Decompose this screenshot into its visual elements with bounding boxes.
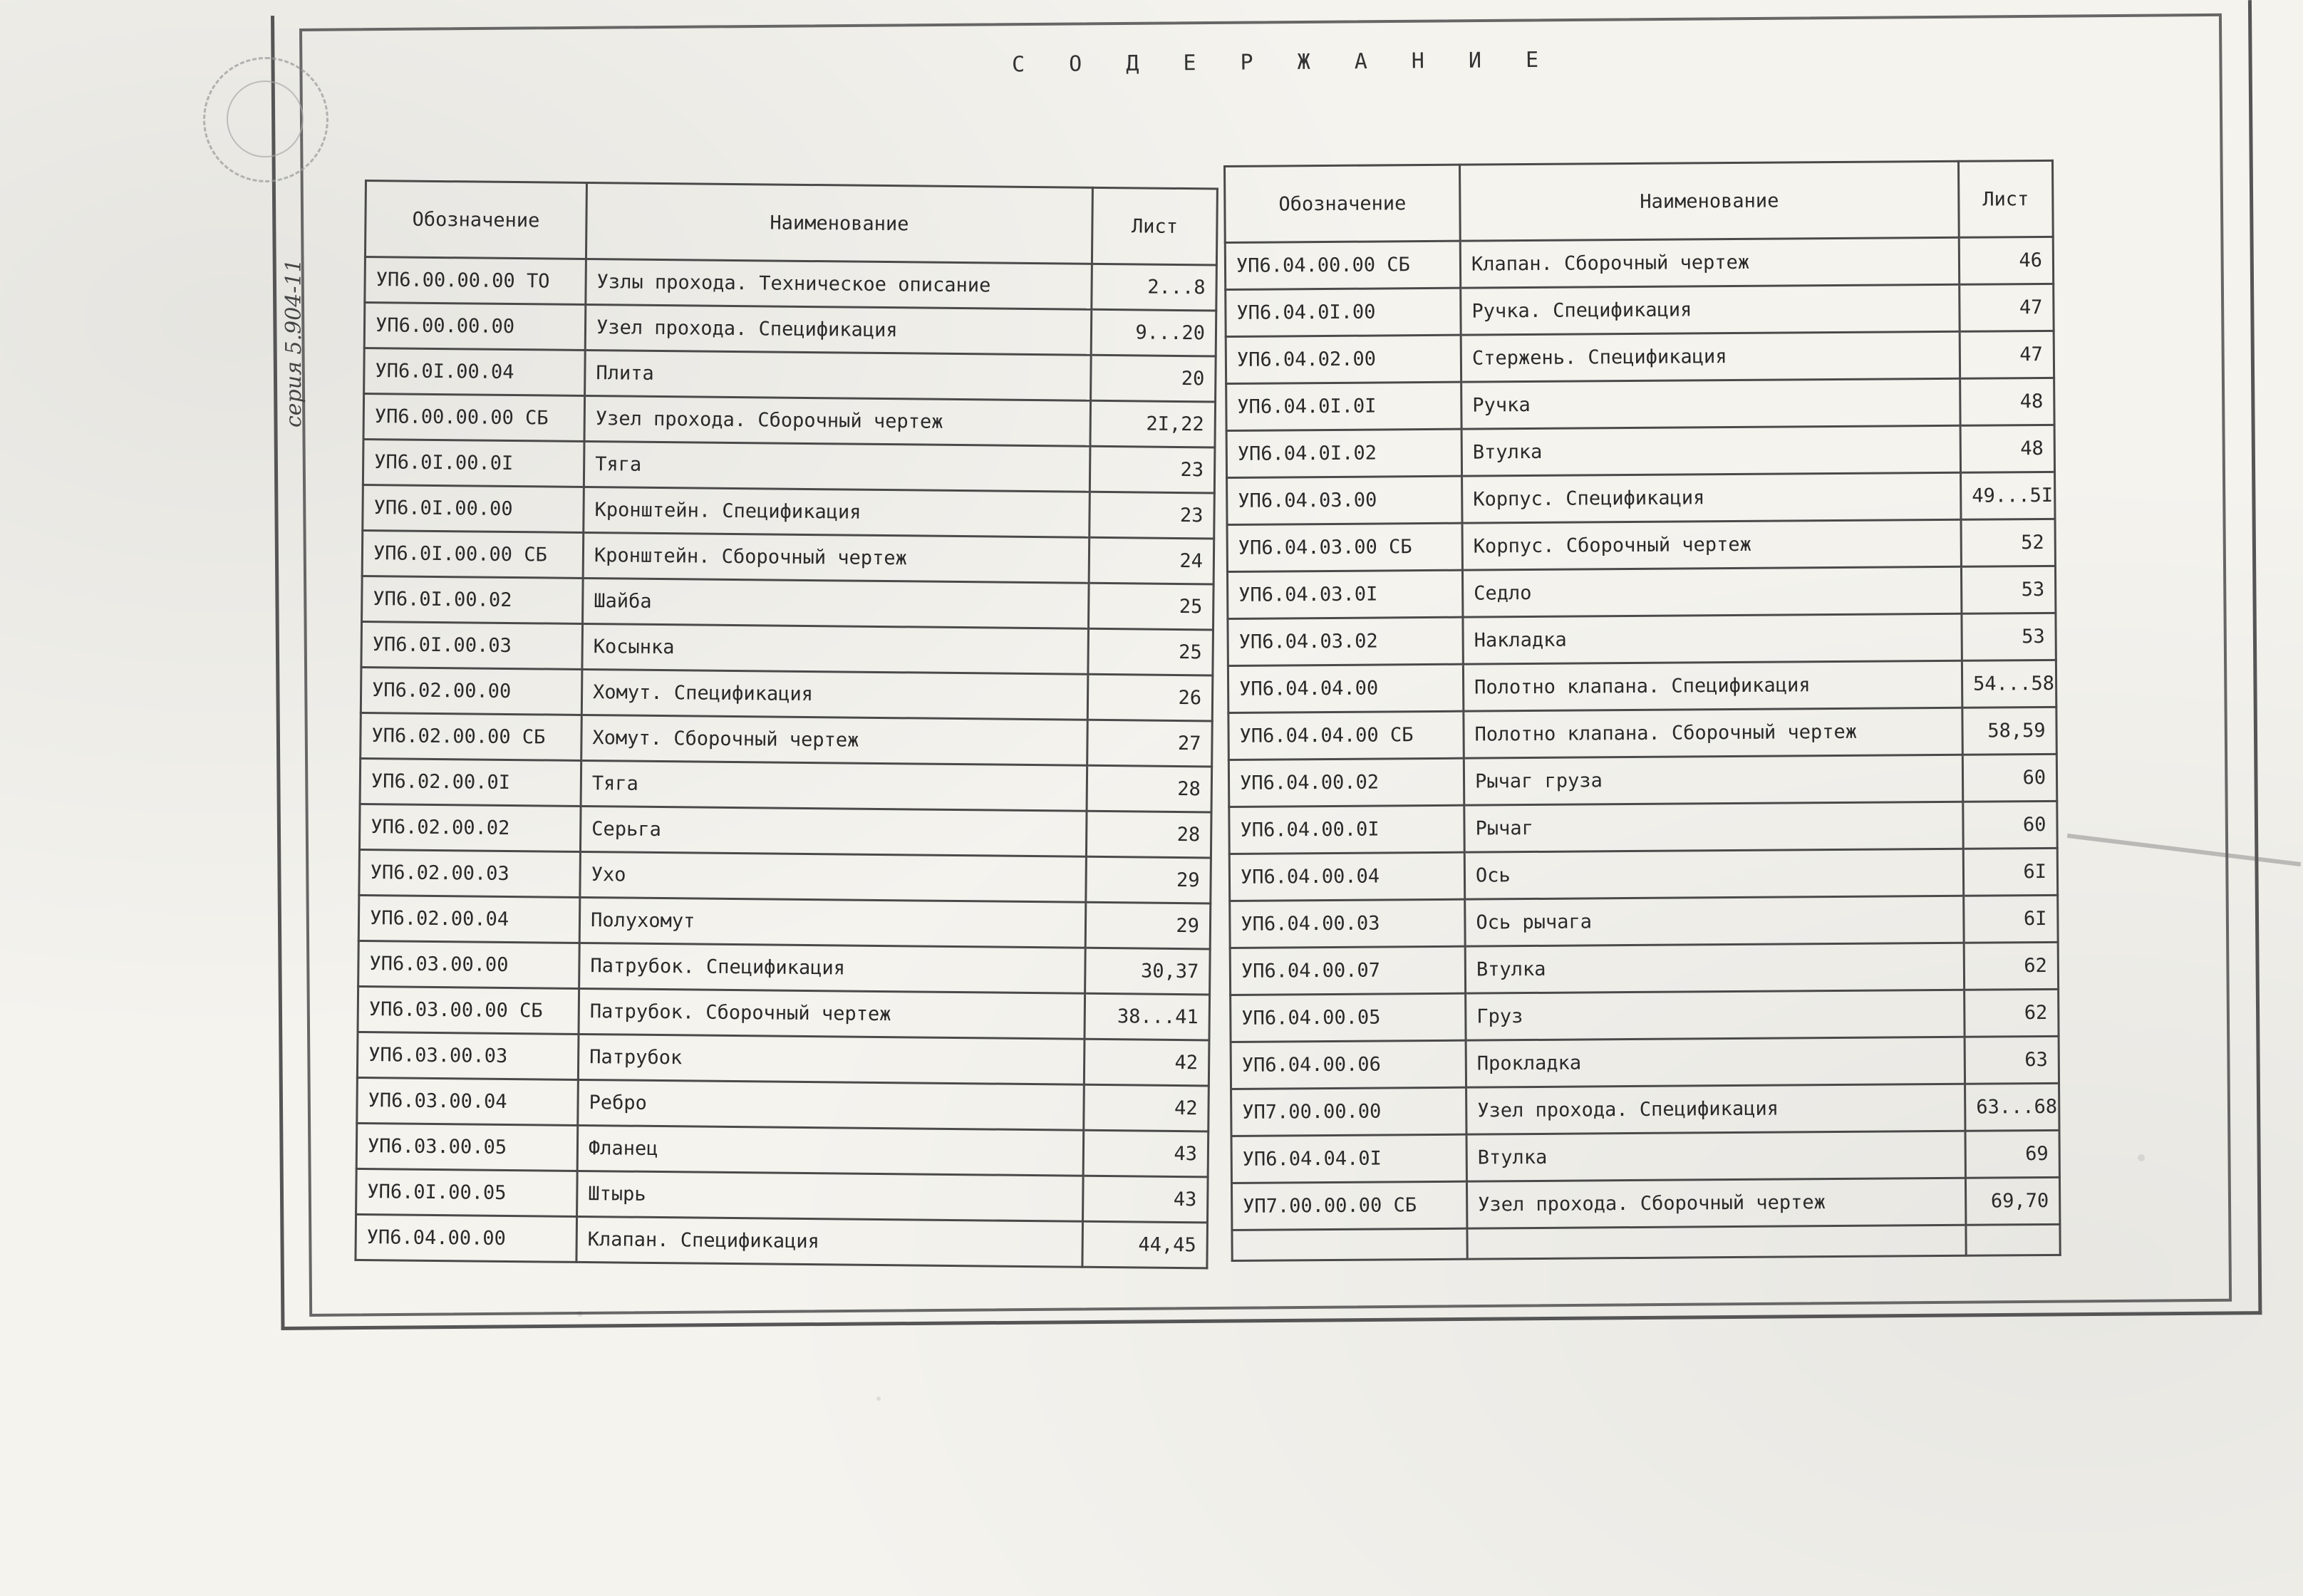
table-row bbox=[1226, 425, 2054, 477]
cell-sheet: 49...5I bbox=[1961, 472, 2055, 519]
table-row bbox=[1228, 613, 2056, 665]
cell-name: Узел прохода. Сборочный чертеж bbox=[1466, 1178, 1965, 1228]
table-row bbox=[1231, 1036, 2059, 1089]
cell-name: Серьга bbox=[580, 806, 1087, 856]
cell-sheet: 20 bbox=[1091, 355, 1216, 402]
speck bbox=[2138, 1154, 2145, 1161]
cell-designation: УП6.04.00.05 bbox=[1231, 993, 1466, 1042]
cell-name: Втулка bbox=[1466, 1131, 1965, 1181]
cell-designation: УП6.0I.00.03 bbox=[361, 621, 583, 669]
cell-sheet: 23 bbox=[1090, 446, 1215, 493]
cell-name: Узел прохода. Спецификация bbox=[1466, 1084, 1965, 1134]
cell-designation: УП6.00.00.00 СБ bbox=[363, 394, 585, 442]
table-row bbox=[1231, 1177, 2059, 1230]
cell-designation: УП6.04.03.00 bbox=[1227, 476, 1462, 524]
cell-designation: УП6.03.00.04 bbox=[357, 1077, 579, 1125]
cell-designation: УП6.03.00.05 bbox=[356, 1123, 578, 1171]
cell-name: Хомут. Сборочный чертеж bbox=[581, 715, 1088, 765]
table-row bbox=[1227, 472, 2055, 524]
cell-designation: УП6.0I.00.00 СБ bbox=[362, 530, 584, 578]
cell-designation: УП6.04.0I.00 bbox=[1226, 288, 1461, 336]
cell-designation: УП6.04.03.02 bbox=[1228, 617, 1463, 665]
table-row bbox=[362, 576, 1214, 629]
table-row bbox=[364, 348, 1216, 402]
cell-sheet: 43 bbox=[1083, 1130, 1209, 1177]
cell-designation: УП6.00.00.00 ТО bbox=[365, 257, 586, 305]
cell-sheet: 62 bbox=[1965, 989, 2059, 1037]
table-row bbox=[1228, 754, 2056, 807]
stamp-seal bbox=[203, 57, 328, 182]
cell-designation: УП6.02.00.00 СБ bbox=[361, 712, 582, 760]
cell-designation: УП6.04.00.03 bbox=[1230, 899, 1465, 948]
cell-sheet: 53 bbox=[1961, 566, 2055, 613]
cell-designation: УП6.04.00.07 bbox=[1230, 946, 1465, 995]
cell-designation: УП6.0I.00.02 bbox=[362, 576, 584, 623]
cell-sheet: 46 bbox=[1959, 237, 2053, 284]
table-row bbox=[357, 1077, 1209, 1131]
cell-name: Тяга bbox=[581, 760, 1087, 811]
cell-name: Шайба bbox=[583, 578, 1090, 628]
cell-name: Рычаг груза bbox=[1464, 755, 1962, 805]
cell-designation: УП6.04.04.0I bbox=[1231, 1134, 1466, 1183]
table-row bbox=[1229, 801, 2057, 854]
table-row bbox=[363, 484, 1215, 538]
cell-name: Груз bbox=[1466, 990, 1965, 1040]
table-row bbox=[1230, 942, 2058, 995]
table-row bbox=[358, 940, 1211, 994]
cell-name: Ухо bbox=[580, 851, 1087, 902]
cell-designation: УП6.04.00.00 bbox=[356, 1214, 577, 1262]
cell-sheet: 62 bbox=[1964, 942, 2058, 990]
table-row bbox=[358, 895, 1211, 948]
cell-name: Седло bbox=[1462, 566, 1961, 617]
cell-sheet: 23 bbox=[1090, 492, 1215, 539]
cell-sheet: 6I bbox=[1963, 848, 2057, 896]
table-row bbox=[363, 439, 1215, 492]
cell-name: Патрубок. Сборочный чертеж bbox=[579, 988, 1085, 1039]
cell-name: Узел прохода. Сборочный чертеж bbox=[584, 395, 1091, 446]
cell-name: Клапан. Спецификация bbox=[576, 1216, 1083, 1267]
table-row bbox=[1226, 378, 2054, 430]
cell-name: Ось рычага bbox=[1465, 896, 1964, 946]
table-row bbox=[356, 1168, 1209, 1222]
header-name: Наименование bbox=[586, 182, 1092, 264]
cell-sheet: 48 bbox=[1960, 425, 2054, 472]
cell-sheet: 42 bbox=[1084, 1084, 1209, 1131]
table-row bbox=[356, 1123, 1209, 1176]
table-row bbox=[356, 1214, 1208, 1268]
table-row bbox=[1225, 237, 2053, 289]
table-row bbox=[359, 849, 1211, 903]
cell-designation: УП6.04.03.0I bbox=[1227, 570, 1462, 618]
table-row bbox=[359, 804, 1211, 857]
cell-sheet: 53 bbox=[1962, 613, 2056, 660]
cell-designation: УП6.04.04.00 СБ bbox=[1228, 711, 1464, 760]
cell-designation: УП7.00.00.00 bbox=[1231, 1087, 1466, 1136]
cell-designation: УП6.02.00.03 bbox=[359, 849, 581, 897]
cell-sheet: 52 bbox=[1961, 519, 2055, 566]
cell-sheet: 44,45 bbox=[1082, 1221, 1208, 1268]
cell-sheet: 43 bbox=[1083, 1176, 1209, 1223]
cell-designation: УП6.03.00.00 СБ bbox=[358, 986, 579, 1034]
cell-sheet: 6I bbox=[1964, 895, 2058, 943]
cell-name: Корпус. Сборочный чертеж bbox=[1462, 519, 1961, 570]
cell-name: Ручка. Спецификация bbox=[1461, 284, 1960, 335]
empty-cell bbox=[1232, 1228, 1467, 1260]
header-sheet: Лист bbox=[1958, 160, 2053, 237]
table-row bbox=[361, 621, 1213, 675]
cell-designation: УП6.02.00.04 bbox=[358, 895, 580, 943]
cell-designation: УП6.02.00.00 bbox=[361, 667, 582, 715]
cell-sheet: 63 bbox=[1965, 1036, 2059, 1084]
cell-name: Накладка bbox=[1463, 613, 1962, 664]
table-row bbox=[364, 303, 1216, 356]
cell-sheet: 30,37 bbox=[1085, 948, 1211, 995]
cell-designation: УП7.00.00.00 СБ bbox=[1231, 1181, 1466, 1230]
table-row bbox=[363, 394, 1216, 447]
cell-name: Стержень. Спецификация bbox=[1461, 331, 1960, 382]
cell-sheet: 63...68 bbox=[1965, 1083, 2059, 1131]
cell-designation: УП6.0I.00.05 bbox=[356, 1168, 578, 1216]
cell-designation: УП6.04.02.00 bbox=[1226, 335, 1461, 383]
table-row bbox=[360, 758, 1212, 812]
cell-designation: УП6.04.00.04 bbox=[1229, 852, 1464, 901]
cell-name: Хомут. Спецификация bbox=[581, 669, 1088, 720]
table-row bbox=[1228, 660, 2056, 712]
cell-name: Полотно клапана. Сборочный чертеж bbox=[1464, 708, 1962, 758]
table-row bbox=[1227, 519, 2055, 571]
cell-designation: УП6.0I.00.0I bbox=[363, 439, 584, 487]
cell-sheet: 42 bbox=[1084, 1039, 1209, 1086]
cell-name: Втулка bbox=[1461, 425, 1960, 476]
cell-sheet: 47 bbox=[1960, 331, 2054, 378]
table-row bbox=[358, 986, 1210, 1040]
table-row bbox=[1226, 331, 2054, 383]
cell-name: Ось bbox=[1464, 849, 1963, 899]
cell-sheet: 29 bbox=[1086, 856, 1211, 903]
cell-sheet: 38...41 bbox=[1085, 993, 1210, 1040]
cell-sheet: 9...20 bbox=[1091, 309, 1216, 356]
cell-name: Фланец bbox=[577, 1125, 1084, 1176]
cell-sheet: 58,59 bbox=[1962, 707, 2056, 755]
cell-name: Узел прохода. Спецификация bbox=[585, 304, 1092, 355]
cell-sheet: 60 bbox=[1963, 801, 2057, 849]
cell-name: Патрубок. Спецификация bbox=[579, 943, 1086, 993]
table-row bbox=[361, 667, 1213, 720]
cell-sheet: 2I,22 bbox=[1090, 400, 1216, 447]
table-row bbox=[1231, 989, 2059, 1042]
table-row bbox=[362, 530, 1214, 584]
cell-sheet: 25 bbox=[1088, 583, 1213, 630]
cell-designation: УП6.0I.00.04 bbox=[364, 348, 586, 396]
cell-name: Рычаг bbox=[1464, 802, 1963, 852]
empty-cell bbox=[1467, 1225, 1966, 1259]
speck bbox=[577, 1311, 583, 1317]
cell-sheet: 48 bbox=[1960, 378, 2054, 425]
cell-designation: УП6.04.00.06 bbox=[1231, 1040, 1466, 1089]
cell-name: Штырь bbox=[577, 1171, 1084, 1221]
cell-name: Кронштейн. Спецификация bbox=[584, 487, 1090, 537]
cell-designation: УП6.02.00.02 bbox=[359, 804, 581, 851]
table-row bbox=[357, 1032, 1209, 1085]
cell-sheet: 28 bbox=[1087, 765, 1212, 812]
header-designation: Обозначение bbox=[365, 181, 586, 259]
cell-designation: УП6.04.0I.0I bbox=[1226, 382, 1461, 430]
cell-sheet: 26 bbox=[1087, 674, 1213, 721]
page-title: С О Д Е Р Ж А Н И Е bbox=[1011, 47, 1555, 78]
table-row bbox=[1231, 1083, 2059, 1136]
cell-name: Полухомут bbox=[579, 897, 1086, 948]
header-name: Наименование bbox=[1460, 161, 1960, 241]
cell-name: Ребро bbox=[578, 1079, 1085, 1130]
cell-name: Клапан. Сборочный чертеж bbox=[1460, 237, 1959, 288]
cell-sheet: 60 bbox=[1962, 754, 2056, 802]
cell-name: Ручка bbox=[1461, 378, 1960, 429]
cell-sheet: 28 bbox=[1086, 811, 1211, 858]
table-row bbox=[1227, 566, 2055, 618]
cell-sheet: 47 bbox=[1960, 284, 2054, 331]
contents-table-right bbox=[1223, 160, 2061, 1262]
cell-name: Косынка bbox=[582, 623, 1089, 674]
cell-designation: УП6.02.00.0I bbox=[360, 758, 581, 806]
cell-name: Плита bbox=[585, 350, 1092, 400]
cell-name: Полотно клапана. Спецификация bbox=[1463, 660, 1962, 711]
cell-sheet: 24 bbox=[1089, 537, 1214, 584]
header-sheet: Лист bbox=[1092, 187, 1217, 265]
cell-name: Патрубок bbox=[578, 1034, 1085, 1084]
cell-sheet: 54...58 bbox=[1962, 660, 2056, 708]
cell-designation: УП6.04.04.00 bbox=[1228, 664, 1463, 712]
cell-sheet: 69,70 bbox=[1965, 1177, 2059, 1225]
cell-sheet: 27 bbox=[1087, 720, 1213, 767]
series-label: серия 5.904-11 bbox=[281, 259, 306, 428]
contents-table-left bbox=[354, 180, 1218, 1269]
table-row bbox=[1231, 1130, 2059, 1183]
cell-sheet: 25 bbox=[1088, 628, 1213, 675]
cell-designation: УП6.03.00.03 bbox=[357, 1032, 579, 1079]
cell-name: Корпус. Спецификация bbox=[1462, 472, 1961, 523]
cell-sheet: 29 bbox=[1085, 902, 1211, 949]
header-designation: Обозначение bbox=[1225, 165, 1461, 242]
table-row bbox=[1226, 284, 2054, 336]
cell-designation: УП6.04.0I.02 bbox=[1226, 429, 1461, 477]
cell-name: Узлы прохода. Техническое описание bbox=[586, 259, 1092, 309]
table-row bbox=[1230, 895, 2058, 948]
table-row bbox=[1228, 707, 2056, 760]
table-row bbox=[1229, 848, 2057, 901]
cell-designation: УП6.0I.00.00 bbox=[363, 484, 584, 532]
cell-designation: УП6.04.00.0I bbox=[1229, 805, 1464, 854]
cell-name: Прокладка bbox=[1466, 1037, 1965, 1087]
empty-row bbox=[1232, 1224, 2060, 1260]
cell-designation: УП6.04.00.02 bbox=[1228, 758, 1464, 807]
cell-name: Тяга bbox=[584, 441, 1090, 492]
cell-designation: УП6.00.00.00 bbox=[364, 303, 586, 351]
speck bbox=[876, 1396, 881, 1401]
table-row bbox=[361, 712, 1213, 766]
cell-name: Кронштейн. Сборочный чертеж bbox=[583, 532, 1090, 583]
cell-sheet: 69 bbox=[1965, 1130, 2059, 1178]
cell-sheet: 2...8 bbox=[1092, 264, 1217, 311]
cell-designation: УП6.04.00.00 СБ bbox=[1225, 241, 1460, 289]
empty-cell bbox=[1966, 1224, 2060, 1255]
cell-name: Втулка bbox=[1465, 943, 1964, 993]
cell-designation: УП6.04.03.00 СБ bbox=[1227, 523, 1462, 571]
table-row bbox=[365, 257, 1217, 311]
cell-designation: УП6.03.00.00 bbox=[358, 940, 580, 988]
